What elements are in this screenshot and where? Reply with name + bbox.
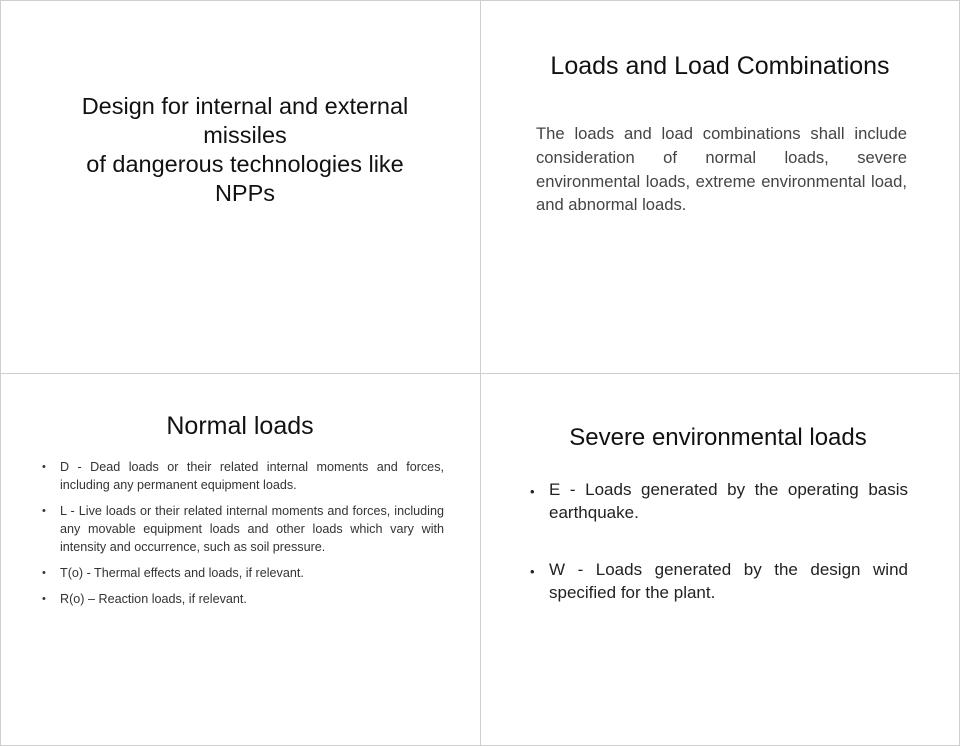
bullet-icon: •: [42, 567, 46, 579]
list-item-text: W - Loads generated by the design wind specified for the plant.: [549, 560, 908, 602]
slide-4-bullet-list: [530, 478, 908, 604]
list-item: [42, 458, 444, 494]
bullet-icon: •: [42, 593, 46, 605]
title-line: missiles: [203, 122, 287, 148]
list-item: [42, 502, 444, 556]
list-item-text: D - Dead loads or their related internal moments and forces, including any permanent equipment loads.: [60, 460, 444, 492]
list-item: [42, 590, 444, 608]
list-item: [530, 478, 908, 524]
bullet-icon: •: [42, 505, 46, 517]
title-line: NPPs: [214, 180, 276, 206]
title-line: of dangerous technologies like: [86, 151, 404, 177]
list-item: [530, 558, 908, 604]
list-item-text: E - Loads generated by the operating basis earthquake.: [549, 480, 908, 522]
bullet-icon: •: [42, 461, 46, 473]
bullet-icon: •: [530, 564, 535, 579]
slide-3-bullet-list: [42, 458, 444, 616]
list-item-text: L - Live loads or their related internal moments and forces, including any movable equipment loads and other loads which vary with intensity and occurrence, such as soil pressure.: [60, 504, 444, 554]
list-item-text: R(o) – Reaction loads, if relevant.: [60, 592, 247, 606]
list-item-text: T(o) - Thermal effects and loads, if relevant.: [60, 566, 304, 580]
title-line: Design for internal and external: [81, 93, 409, 119]
slide-3-title: Normal loads: [166, 412, 314, 440]
list-item: [42, 564, 444, 582]
divider-horizontal: [0, 373, 960, 374]
slide-4-title: Severe environmental loads: [569, 424, 867, 451]
slide-2-paragraph: The loads and load combinations shall include consideration of normal loads, severe environmental loads, extreme environmental load, and abnormal loads.: [536, 124, 907, 215]
slide-2-title: Loads and Load Combinations: [550, 52, 890, 80]
bullet-icon: •: [530, 484, 535, 499]
slide-1-title: [60, 92, 430, 208]
